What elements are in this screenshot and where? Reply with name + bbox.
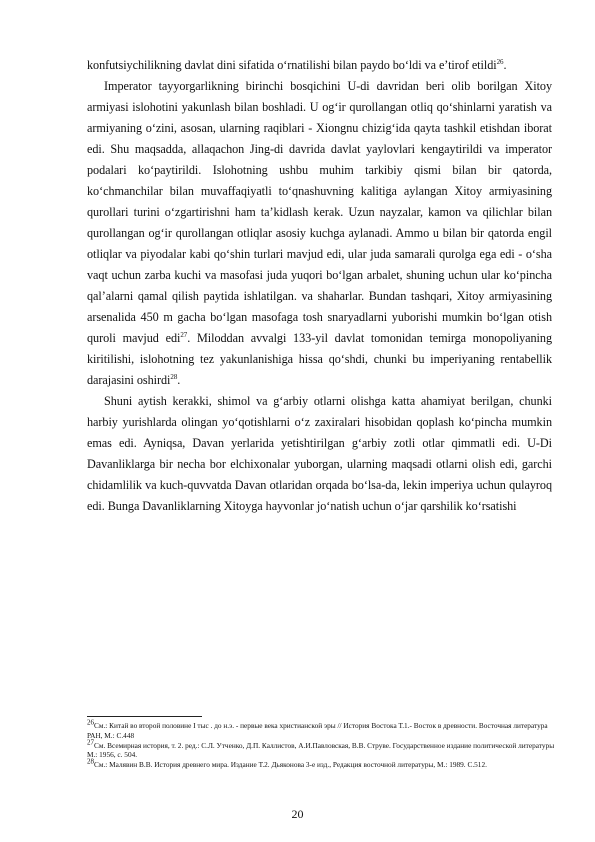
footnote-ref-28[interactable]: 28: [170, 372, 178, 381]
footnote-28: $^{28}$См.: Малявин В.В. История древнего мира. Издание Т.2. Дьяконова 3-е изд., Редакция восточной литературы, М.: 1989. С.512.: [87, 757, 487, 770]
footnote-26: $^{26}$См.: Китай во второй половине I тыс . до н.э. - первые века христианской эры // История Востока Т.1.- Восток в древности. Восточная литература РАН, М.: С.448: [87, 718, 548, 740]
footnotes: [87, 718, 557, 770]
footnote-separator: [87, 716, 202, 717]
page-number: 20: [291, 807, 304, 821]
footnote-ref-26[interactable]: 26: [496, 57, 504, 66]
paragraph-1: konfutsiychilikning davlat dini sifatida o‘rnatilishi bilan paydo bo‘ldi va e’tirof etildi$^{26}$.: [87, 57, 507, 72]
footnote-27: $^{27}$См. Всемирная история, т. 2. ред.: С.Л. Утченко, Д.П. Каллистов, А.И.Павловская, В.В. Струве. Государственное издание политической литературы М.: 1956, с. 504.: [87, 738, 555, 760]
body-text: [87, 55, 552, 517]
paragraph-2: Imperator tayyorgarlikning birinchi bosqichini U-di davridan beri olib borilgan Xitoy armiyasi islohotini yakunlash bilan boshladi. U og‘ir qurollangan otliq qo‘shinlarni yaratish va armiyaning o‘zini, asosan, ularning raqiblari - Xiongnu chizig‘ida qayta tashkil etishdan iborat edi. Shu maqsadda, allaqachon Jing-di davrida davlat yaylovlari kengaytirildi va imperator podalari ko‘paytirildi. Islohotning ushbu muhim tarkibiy qismi bilan bir qatorda, ko‘chmanchilar bilan muvaffaqiyatli to‘qnashuvning kalitiga aylangan Xitoy armiyasining qurollari turini o‘zgartirishni ham ta’kidlash kerak. Uzun nayzalar, kamon va qilichlar bilan qurollangan og‘ir qurollangan otliqlar asosiy kuchga aylanadi. Ammo u bilan bir qatorda engil otliqlar va piyodalar kabi qo‘shin turlari mavjud edi, ular juda samarali qurolga ega edi - o‘sha vaqt uchun zarba kuchi va masofasi juda yuqori bo‘lgan arbalet, shuning uchun ular ko‘pincha qal’alarni qamal qilish paytida ishlatilgan. va shaharlar. Bundan tashqari, Xitoy armiyasining arsenalida 450 m gacha bo‘lgan masofaga tosh snaryadlarni yuborishi mumkin bo‘lgan otish quroli mavjud edi$^{27}$. Miloddan avvalgi 133-yil davlat tomonidan temirga monopoliyaning kiritilishi, islohotning tez yakunlanishiga hissa qo‘shdi, chunki bu imperiyaning rentabellik darajasini oshirdi$^{28}$.: [87, 79, 552, 387]
footnote-ref-27[interactable]: 27: [180, 330, 188, 339]
paragraph-3: Shuni aytish kerakki, shimol va g‘arbiy otlarni olishga katta ahamiyat berilgan, chunki harbiy yurishlarda olingan yo‘qotishlarni o‘z zaxiralari hisobidan qoplash ko‘pincha mumkin emas edi. Ayniqsa, Davan yerlarida yetishtirilgan g‘arbiy zotli otlar qimmatli edi. U-Di Davanliklarga bir necha bor elchixonalar yuborgan, ularning maqsadi otlarni olish edi, garchi chidamlilik va kuch-quvvatda Davan otlaridan orqada bo‘lsa-da, lekin imperiya uchun qulayroq edi. Bunga Davanliklarning Xitoyga hayvonlar jo‘natish uchun o‘jar qarshilik ko‘rsatishi: [87, 394, 552, 513]
